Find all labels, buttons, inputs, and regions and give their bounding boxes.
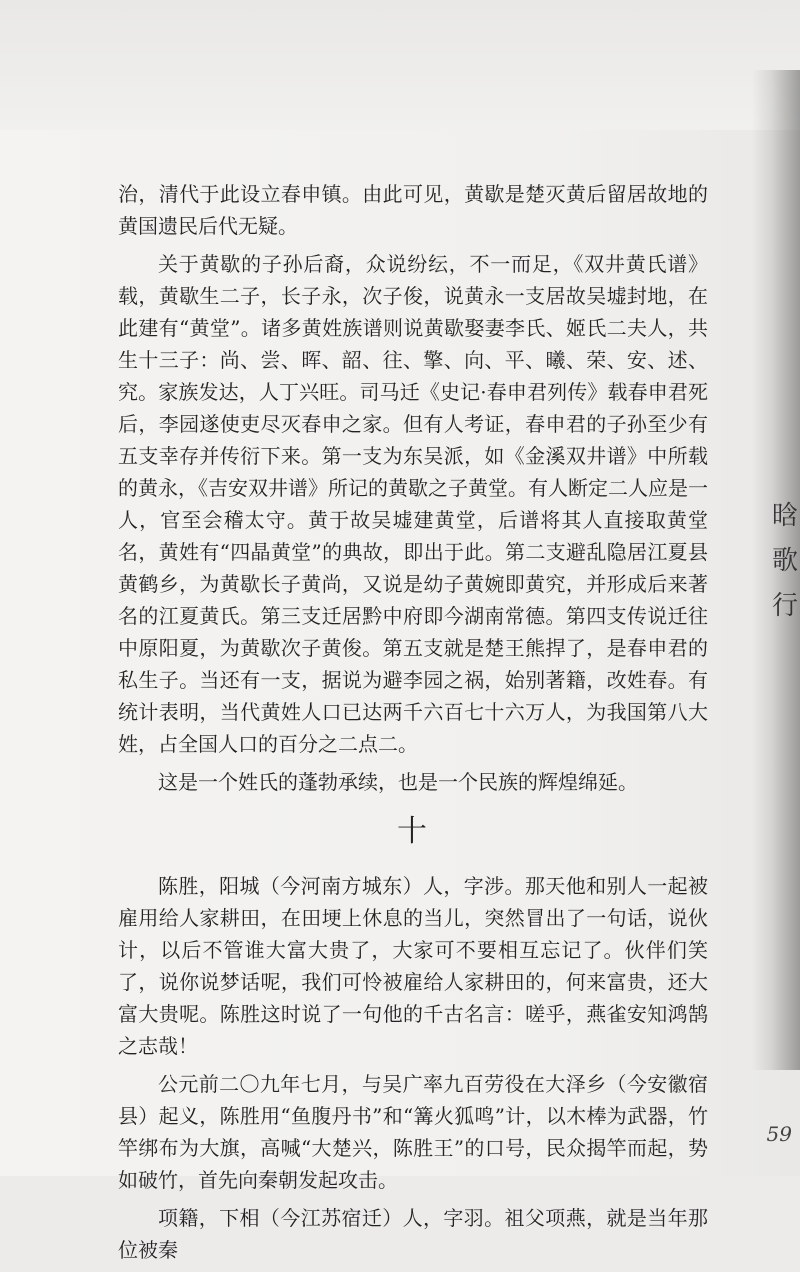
top-shadow	[0, 0, 800, 130]
paragraph: 公元前二〇九年七月，与吴广率九百劳役在大泽乡（今安徽宿县）起义，陈胜用“鱼腹丹书”和“篝火狐鸣”计，以木棒为武器，竹竿绑布为大旗，高喊“大楚兴，陈胜王”的口号，民众揭竿而起，势如破竹，首先向秦朝发起攻击。	[118, 1072, 708, 1192]
side-char: 歌	[771, 546, 798, 576]
paragraph: 治，清代于此设立春申镇。由此可见，黄歇是楚灭黄后留居故地的黄国遗民后代无疑。	[118, 182, 708, 238]
page-number: 59	[766, 1122, 792, 1146]
paragraph: 关于黄歇的子孙后裔，众说纷纭，不一而足，《双井黄氏谱》载，黄歇生二子，长子永，次子俊，说黄永一支居故吴墟封地，在此建有“黄堂”。诸多黄姓族谱则说黄歇娶妻李氏、姬氏二夫人，共生十三子：尚、尝、晖、韶、往、擎、向、平、曦、荣、安、述、究。家族发达，人丁兴旺。司马迁《史记·春申君列传》载春申君死后，李园遂使吏尽灭春申之家。但有人考证，春申君的子孙至少有五支幸存并传衍下来。第一支为东吴派，如《金溪双井谱》中所载的黄永，《吉安双井谱》所记的黄歇之子黄堂。有人断定二人应是一人，官至会稽太守。黄于故吴墟建黄堂，后谱将其人直接取黄堂名，黄姓有“四晶黄堂”的典故，即出于此。第二支避乱隐居江夏县黄鹤乡，为黄歇长子黄尚，又说是幼子黄婉即黄究，并形成后来著名的江夏黄氏。第三支迁居黔中府即今湖南常德。第四支传说迁往中原阳夏，为黄歇次子黄俊。第五支就是楚王熊捍了，是春申君的私生子。当还有一支，据说为避李园之祸，始别著籍，改姓春。有统计表明，当代黄姓人口已达两千六百七十六万人，为我国第八大姓，占全国人口的百分之二点二。	[118, 252, 708, 756]
side-char: 行	[771, 591, 798, 621]
paragraph: 陈胜，阳城（今河南方城东）人，字涉。那天他和别人一起被雇用给人家耕田，在田埂上休息的当儿，突然冒出了一句话，说伙计，以后不管谁大富大贵了，大家可不要相互忘记了。伙伴们笑了，说你说梦话呢，我们可怜被雇给人家耕田的，何来富贵，还大富大贵呢。陈胜这时说了一句他的千古名言：嗟乎，燕雀安知鸿鹄之志哉！	[118, 874, 708, 1058]
paragraph: 项籍，下相（今江苏宿迁）人，字羽。祖父项燕，就是当年那位被秦	[118, 1206, 708, 1262]
section-number: 十	[397, 814, 429, 849]
body-text	[118, 178, 708, 1272]
adjacent-page-edge	[752, 70, 800, 1070]
paragraph: 这是一个姓氏的蓬勃承续，也是一个民族的辉煌绵延。	[158, 770, 638, 794]
side-char: 晗	[771, 501, 798, 531]
